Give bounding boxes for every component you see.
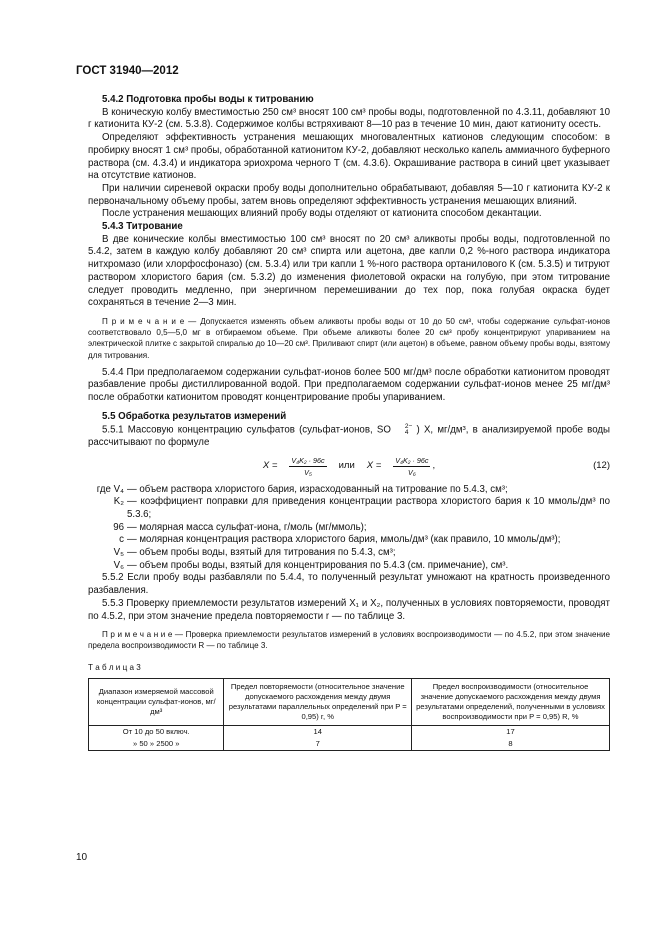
section-5-4-2-para-4: После устранения мешающих влияний пробу воды отделяют от катионита способом декантации. xyxy=(102,208,542,220)
cell-reproducibility: 17 xyxy=(412,726,610,739)
text-part: 5.5.1 Массовую концентрацию сульфатов (сульфат-ионов, SO xyxy=(102,424,391,436)
cell-reproducibility: 8 xyxy=(412,738,610,751)
table-row xyxy=(89,738,610,751)
fraction-2-denominator: V₆ xyxy=(408,468,416,478)
definition-text: — молярная концентрация раствора хлористого бария, ммоль/дм³ (как правило, 10 ммоль/дм³); xyxy=(127,534,561,546)
note-text: Допускается изменять объем аликвоты пробы воды от 10 до 50 см³, чтобы содержание сульфат-ионов соответствовало 0,5—5,0 мг в отбираемом объеме. При объеме аликвоты более 20 см³ пробу концентрируют упариванием на электрической плитке с закрытой спиралью до 10—20 см³. Приливают спирт (или ацетон) в объеме, равном объему пробы воды, взятому для титрования. xyxy=(88,316,611,360)
definition-item xyxy=(88,522,610,535)
page-number: 10 xyxy=(76,852,88,863)
section-5-4-3-title: 5.4.3 Титрование xyxy=(102,221,183,233)
section-5-5-title: 5.5 Обработка результатов измерений xyxy=(102,410,287,422)
fraction-1 xyxy=(289,455,326,478)
ion-charge: 2− xyxy=(404,422,413,430)
table-row xyxy=(89,726,610,739)
fraction-2-numerator: V₄K₂ · 96c xyxy=(395,456,429,466)
cell-range: От 10 до 50 включ. xyxy=(89,726,224,739)
ion-subscript: 4 xyxy=(404,428,409,436)
definition-text: — объем раствора хлористого бария, израсходованный на титрование по 5.4.3, см³; xyxy=(127,483,508,495)
definition-text: — коэффициент поправки для приведения концентрации раствора хлористого бария к 10 ммоль/дм³ по 5.3.6; xyxy=(127,496,610,520)
note-5-4-3 xyxy=(88,316,610,361)
definition-item xyxy=(88,547,610,560)
definition-item xyxy=(88,496,610,521)
formula-12 xyxy=(88,450,610,484)
definition-text: — объем пробы воды, взятый для титрования по 5.4.3, см³; xyxy=(127,547,396,559)
definition-item xyxy=(88,560,610,573)
section-5-5-1-para xyxy=(88,424,610,450)
definition-symbol: K₂ xyxy=(113,496,124,508)
note-5-5-3 xyxy=(88,629,610,651)
definition-text: — молярная масса сульфат-иона, г/моль (мг/ммоль); xyxy=(127,521,367,533)
definition-symbol: V₅ xyxy=(113,547,124,559)
fraction-1-denominator: V₅ xyxy=(304,468,312,478)
table-body xyxy=(89,726,610,751)
section-5-4-2-title: 5.4.2 Подготовка пробы воды к титрованию xyxy=(102,94,314,105)
section-5-5-2-para: 5.5.2 Если пробу воды разбавляли по 5.4.4, то полученный результат умножают на кратность произведенного разбавления. xyxy=(88,572,610,597)
definition-item xyxy=(88,534,610,547)
note-label: П р и м е ч а н и е — xyxy=(102,316,197,326)
note-text: Проверка приемлемости результатов измерений в условиях воспроизводимости — по 4.5.2, при этом значение предела воспроизводимости R — по таблице 3. xyxy=(88,630,611,651)
section-5-4-2-para-2: Определяют эффективность устранения мешающих многовалентных катионов следующим способом: в пробирку вносят 1 см³ пробы, обработанной катионитом КУ-2, добавляют несколько капель аммиачного буферного раствора (см. 4.3.4) и индикатора эриохрома черного Т (см. 4.3.6). Окрашивание раствора в синий цвет указывает на отсутствие катионов. xyxy=(88,132,610,182)
section-5-4-2-para-3: При наличии сиреневой окраски пробу воды дополнительно обрабатывают, добавляя 5—10 г катионита КУ-2 к первоначальному объему пробы, затем вновь определяют эффективность устранения мешающих влияний. xyxy=(88,182,610,207)
table-3 xyxy=(88,678,610,751)
definition-symbol: c xyxy=(119,534,124,546)
definition-item xyxy=(88,484,610,497)
text-part: ) X, мг/дм³, в анализируемой пробе воды рассчитывают по формуле xyxy=(88,424,611,448)
section-5-4-4-para: 5.4.4 При предполагаемом содержании сульфат-ионов более 500 мг/дм³ после обработки катионитом проводят разбавление пробы дистиллированной водой. При предполагаемом содержании сульфат-ионов менее 25 мг/дм³ после обработки катионитом проводят концентрирование пробы упариванием. xyxy=(88,366,610,404)
formula-or: или xyxy=(338,460,355,472)
formula-lhs-2: X = xyxy=(366,460,382,472)
formula-lhs: X = xyxy=(262,460,278,472)
definition-text: — объем пробы воды, взятый для концентрирования по 5.4.3 (см. примечание), см³. xyxy=(127,559,509,571)
fraction-1-numerator: V₄K₂ · 96c xyxy=(291,456,325,466)
definition-symbol: 96 xyxy=(113,521,124,533)
definition-symbol: V₆ xyxy=(113,559,124,571)
header-reproducibility: Предел воспроизводимости (относительное значение допускаемого расхождения между двумя результатами определений, полученными в условиях воспроизводимости при P = 0,95) R, % xyxy=(412,679,610,726)
cell-repeatability: 7 xyxy=(224,738,412,751)
variable-definitions xyxy=(88,484,610,573)
note-label: П р и м е ч а н и е — xyxy=(102,630,184,640)
cell-repeatability: 14 xyxy=(224,726,412,739)
table-caption: Т а б л и ц а 3 xyxy=(88,662,141,672)
table-header-row xyxy=(89,679,610,726)
header-range: Диапазон измеряемой массовой концентрации сульфат-ионов, мг/дм³ xyxy=(89,679,224,726)
sulfate-ion-index xyxy=(391,424,412,436)
definition-symbol: где V₄ xyxy=(96,483,124,495)
section-5-4-3-para-1: В две конические колбы вместимостью 100 см³ вносят по 20 см³ аликвоты пробы воды, подготовленной по 5.4.2, затем в каждую колбу добавляют 20 см³ спирта или ацетона, две капли 0,2 %-ного раствора индикатора нитхромазо (или хлорфосфоназо) (см. 5.3.4) или три капли 1 %-ного раствора ортанилового К (см. 5.3.5) и титруют раствором хлористого бария (см. 5.3.2) до изменения фиолетовой окраски на голубую, при этом титрование следует проводить медленно, при энергичном перемешивании до тех пор, пока голубая окраска будет сохраняться в течение 2—3 мин. xyxy=(88,233,610,309)
page-content xyxy=(88,94,610,751)
equation-number: (12) xyxy=(593,459,610,471)
formula-suffix: , xyxy=(432,460,436,472)
standard-header: ГОСТ 31940—2012 xyxy=(76,65,179,77)
section-5-4-2-para-1: В коническую колбу вместимостью 250 см³ вносят 100 см³ пробы воды, подготовленной по 4.3.11, добавляют 10 г катионита КУ-2 (см. 5.3.8). Содержимое колбы встряхивают 8—10 раз в течение 10 мин, дают катиониту осесть. xyxy=(88,106,610,131)
section-5-5-3-para: 5.5.3 Проверку приемлемости результатов измерений X₁ и X₂, полученных в условиях повторяемости, проводят по 4.5.2, при этом значение предела повторяемости r — по таблице 3. xyxy=(88,597,610,622)
cell-range: » 50 » 2500 » xyxy=(89,738,224,751)
header-repeatability: Предел повторяемости (относительное значение допускаемого расхождения между двумя результатами параллельных определений при P = 0,95) r, % xyxy=(224,679,412,726)
fraction-2 xyxy=(393,455,430,478)
